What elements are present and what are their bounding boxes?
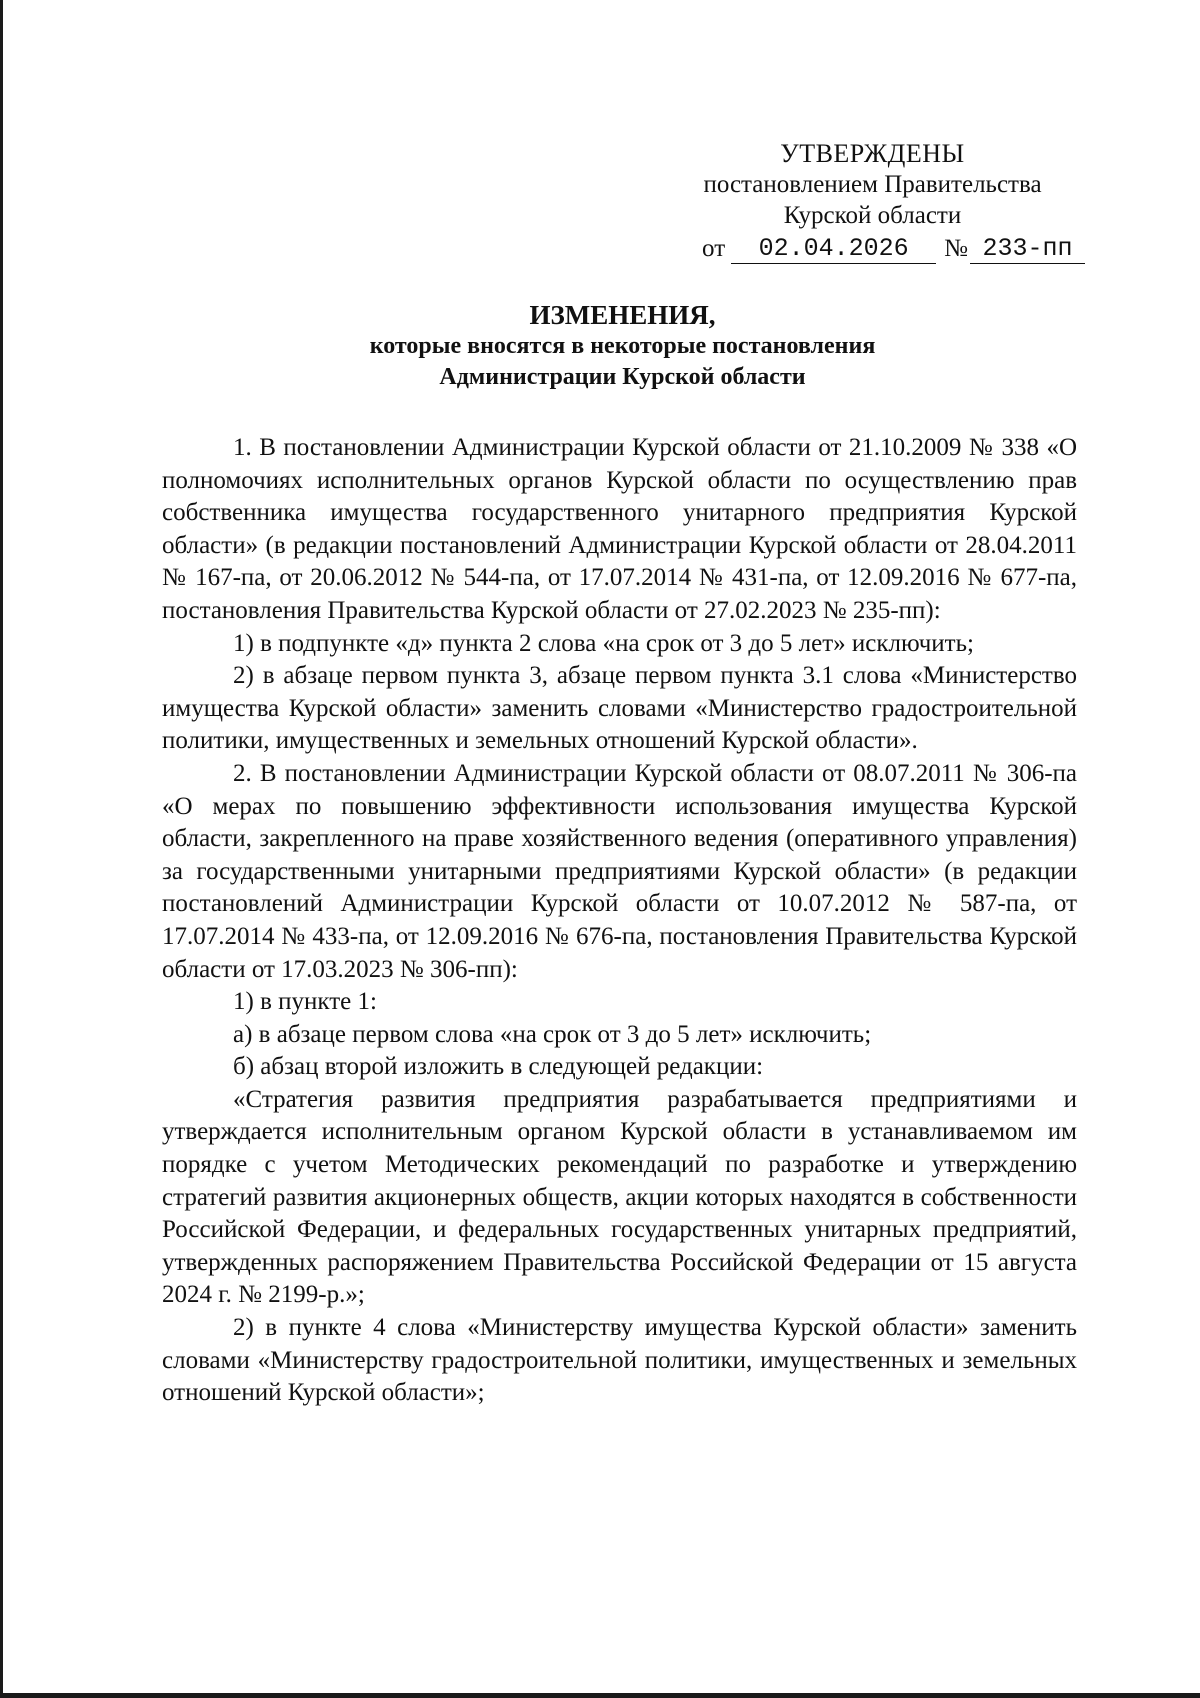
date-label: от: [702, 235, 726, 262]
approval-date-line: [660, 233, 1085, 264]
approval-number: 233-пп: [970, 235, 1085, 264]
title-line-3: Администрации Курской области: [439, 364, 806, 390]
paragraph: а) в абзаце первом слова «на срок от 3 до 5 лет» исключить;: [233, 1020, 872, 1048]
approval-stamp: [660, 138, 1085, 264]
paragraph: б) абзац второй изложить в следующей редакции:: [233, 1053, 764, 1081]
scan-edge-bottom: [0, 1693, 1200, 1698]
title-line-1: ИЗМЕНЕНИЯ,: [529, 300, 716, 330]
paragraph: 1) в пункте 1:: [233, 988, 377, 1016]
paragraph: 1. В постановлении Администрации Курской области от 21.10.2009 № 338 «О полномочиях исполнительных органов Курской области по осуществлению прав собственника имущества государственного унитарного предприятия Курской области» (в редакции постановлений Администрации Курской области от 28.04.2011 № 167-па, от 20.06.2012 № 544-па, от 17.07.2014 № 431-па, от 12.09.2016 № 677-па, постановления Правительства Курской области от 27.02.2023 № 235-пп):: [162, 434, 1077, 624]
number-label: №: [944, 235, 968, 262]
document-body: [162, 432, 1077, 1410]
document-title: [165, 300, 1080, 393]
paragraph: 2. В постановлении Администрации Курской области от 08.07.2011 № 306-па «О мерах по повышению эффективности использования имущества Курской области, закрепленного на праве хозяйственного ведения (оперативного управления) за государственными унитарными предприятиями Курской области» (в редакции постановлений Администрации Курской области от 10.07.2012 № 587-па, от 17.07.2014 № 433-па, от 12.09.2016 № 676-па, постановления Правительства Курской области от 17.03.2023 № 306-пп):: [162, 759, 1077, 983]
approval-line-2: Курской области: [783, 202, 962, 229]
title-line-2: которые вносятся в некоторые постановления: [369, 333, 876, 359]
paragraph: «Стратегия развития предприятия разрабатывается предприятиями и утверждается исполнительным органом Курской области в устанавливаемом им порядке с учетом Методических рекомендаций по разработке и утверждению стратегий развития акционерных обществ, акции которых находятся в собственности Российской Федерации, и федеральных государственных унитарных предприятий, утвержденных распоряжением Правительства Российской Федерации от 15 августа 2024 г. № 2199-р.»;: [162, 1085, 1077, 1309]
scan-edge-left: [0, 0, 3, 1698]
paragraph: 2) в пункте 4 слова «Министерству имущества Курской области» заменить словами «Министерству градостроительной политики, имущественных и земельных отношений Курской области»;: [162, 1314, 1077, 1407]
approval-heading: УТВЕРЖДЕНЫ: [780, 139, 965, 168]
approval-date: 02.04.2026: [731, 235, 936, 264]
paragraph: 2) в абзаце первом пункта 3, абзаце первом пункта 3.1 слова «Министерство имущества Курской области» заменить словами «Министерство градостроительной политики, имущественных и земельных отношений Курской области».: [162, 662, 1077, 755]
paragraph: 1) в подпункте «д» пункта 2 слова «на срок от 3 до 5 лет» исключить;: [233, 629, 974, 657]
approval-line-1: постановлением Правительства: [703, 171, 1042, 198]
